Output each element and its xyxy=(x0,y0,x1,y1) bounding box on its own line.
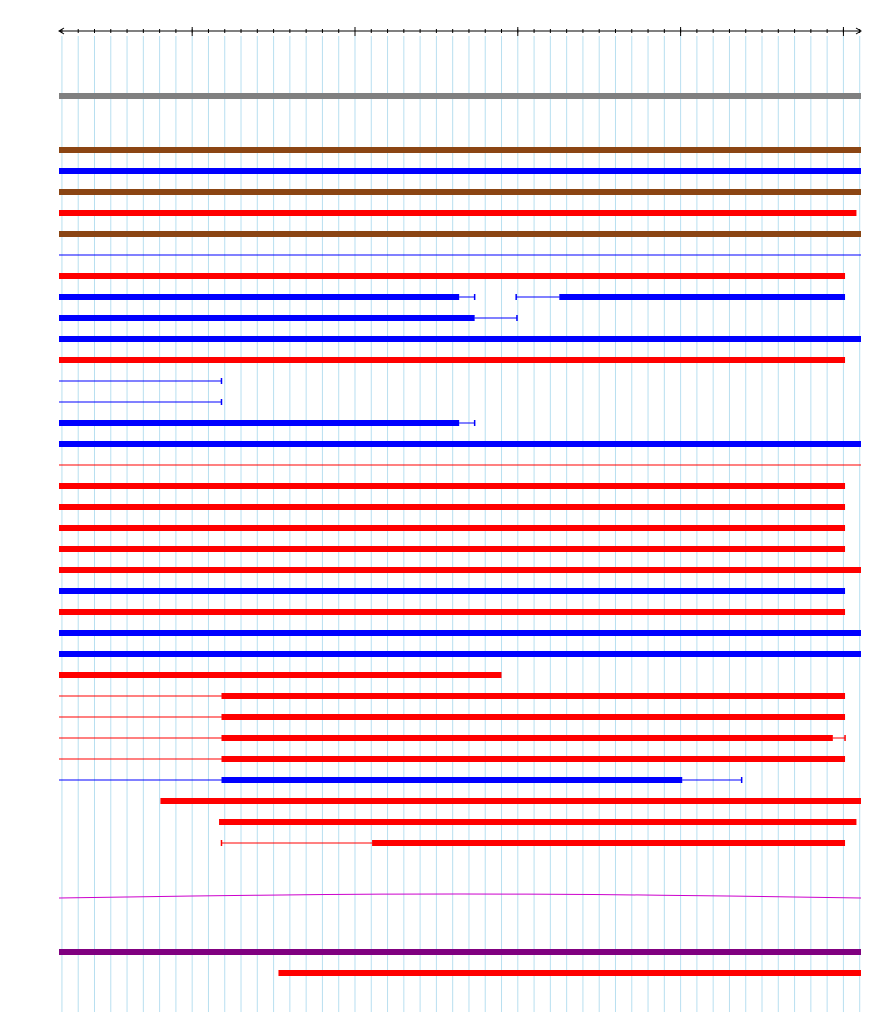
variant-bar xyxy=(59,546,845,552)
feature xyxy=(59,525,845,531)
feature xyxy=(59,609,845,615)
feature xyxy=(221,840,845,846)
track-refseq xyxy=(59,894,861,898)
feature xyxy=(278,970,861,976)
variant-bar xyxy=(278,970,861,976)
variant-bar xyxy=(59,441,861,447)
feature xyxy=(59,189,861,195)
variant-bar xyxy=(59,93,861,99)
variant-bar xyxy=(221,693,845,699)
variant-bar xyxy=(221,777,682,783)
variant-bar xyxy=(59,672,502,678)
variant-bar xyxy=(160,798,861,804)
variant-bar xyxy=(59,357,845,363)
feature xyxy=(59,693,845,699)
feature xyxy=(59,483,845,489)
variant-bar xyxy=(59,588,845,594)
feature xyxy=(219,819,856,825)
feature xyxy=(59,336,861,342)
variant-bar xyxy=(59,315,475,321)
feature xyxy=(59,567,861,573)
variant-bar xyxy=(59,168,861,174)
feature xyxy=(59,357,845,363)
feature xyxy=(59,441,861,447)
variant-bar xyxy=(221,756,845,762)
variant-bar xyxy=(59,630,861,636)
variant-bar xyxy=(59,189,861,195)
variant-bar xyxy=(59,567,861,573)
feature xyxy=(59,588,845,594)
variant-bar xyxy=(559,294,845,300)
variant-bar xyxy=(219,819,856,825)
feature xyxy=(59,714,845,720)
variant-bar xyxy=(59,147,861,153)
variant-bar xyxy=(59,525,845,531)
feature xyxy=(59,546,845,552)
track-cytogenetic xyxy=(59,93,861,99)
gene-model xyxy=(59,894,861,898)
variant-bar xyxy=(59,231,861,237)
variant-bar xyxy=(59,609,845,615)
variant-bar xyxy=(59,294,459,300)
feature xyxy=(516,294,845,300)
variant-bar xyxy=(372,840,845,846)
feature xyxy=(59,147,861,153)
feature xyxy=(59,93,861,99)
feature xyxy=(59,315,517,321)
feature xyxy=(59,630,861,636)
feature xyxy=(59,273,845,279)
variant-bar xyxy=(221,735,832,741)
feature xyxy=(160,798,861,804)
variant-bar xyxy=(59,483,845,489)
variant-bar xyxy=(59,336,861,342)
variant-bar xyxy=(59,651,861,657)
feature xyxy=(59,735,845,741)
ruler xyxy=(59,27,861,36)
track-dgv xyxy=(59,147,861,846)
feature xyxy=(59,949,861,955)
variant-bar xyxy=(59,949,861,955)
variant-bar xyxy=(59,504,845,510)
feature xyxy=(59,168,861,174)
feature xyxy=(59,420,475,426)
feature xyxy=(59,399,221,405)
feature xyxy=(59,777,742,783)
feature xyxy=(59,672,502,678)
variant-bar xyxy=(59,420,459,426)
variant-bar xyxy=(59,210,856,216)
feature xyxy=(59,504,845,510)
grid-lines xyxy=(62,36,860,1012)
feature xyxy=(59,210,856,216)
feature xyxy=(59,756,845,762)
feature xyxy=(59,294,475,300)
track-ucsc xyxy=(59,949,861,976)
variant-bar xyxy=(59,273,845,279)
feature xyxy=(59,651,861,657)
feature xyxy=(59,231,861,237)
feature xyxy=(59,894,861,898)
variant-bar xyxy=(221,714,845,720)
feature xyxy=(59,378,221,384)
